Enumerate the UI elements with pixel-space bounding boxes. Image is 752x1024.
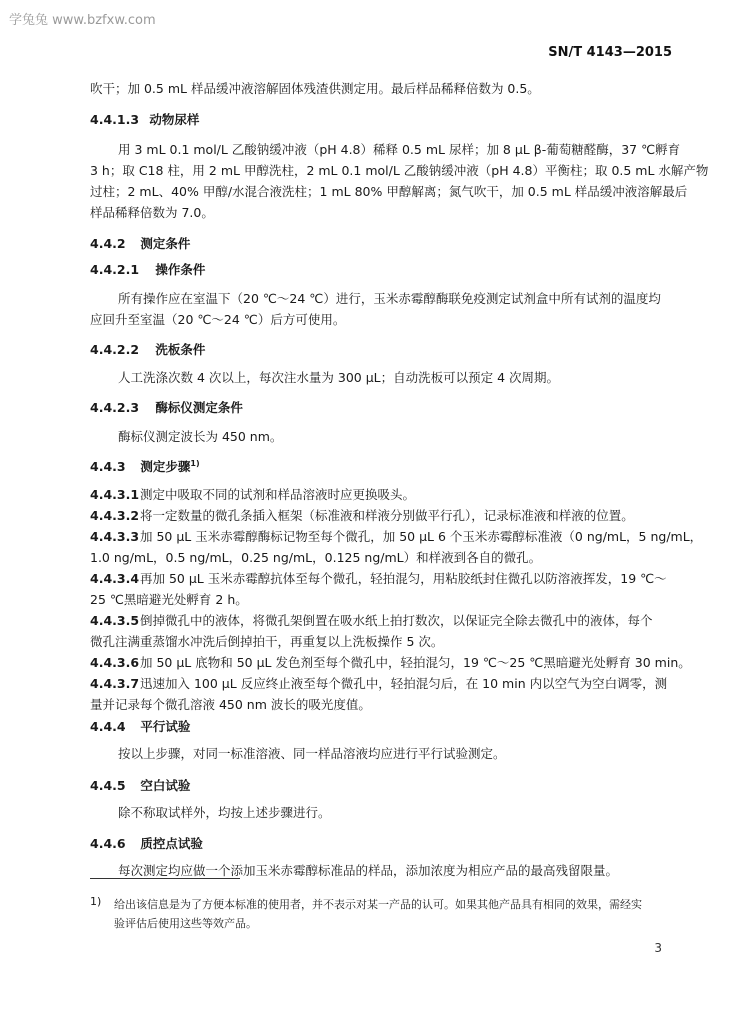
paragraph-line: 样品稀释倍数为 7.0。 — [90, 205, 214, 220]
heading-4423 — [90, 398, 243, 416]
paragraph-line: 按以上步骤，对同一标准溶液、同一样品溶液均应进行平行试验测定。 — [118, 746, 506, 761]
footnote-ref: 1) — [190, 458, 200, 468]
heading-442 — [90, 234, 190, 252]
step-text: 25 ℃黑暗避光处孵育 2 h。 — [90, 592, 248, 607]
step-number: 4.4.3.1 — [90, 487, 140, 502]
paragraph-line: 应回升至室温（20 ℃～24 ℃）后方可使用。 — [90, 312, 346, 327]
section-title: 平行试验 — [140, 719, 191, 734]
footnote-divider — [90, 878, 240, 879]
heading-444 — [90, 717, 190, 735]
heading-4413 — [90, 110, 199, 128]
step-number: 4.4.3.7 — [90, 676, 140, 691]
step-text: 加 50 μL 玉米赤霉醇酶标记物至每个微孔，加 50 μL 6 个玉米赤霉醇标准液（0 ng/mL，5 ng/mL， — [140, 529, 703, 544]
paragraph-line: 每次测定均应做一个添加玉米赤霉醇标准品的样品，添加浓度为相应产品的最高残留限量。 — [118, 863, 619, 878]
section-title: 洗板条件 — [155, 342, 206, 357]
section-number: 4.4.2.3 — [90, 400, 140, 415]
section-number: 4.4.2 — [90, 236, 126, 251]
step-4434 — [90, 568, 678, 610]
step-text: 测定中吸取不同的试剂和样品溶液时应更换吸头。 — [140, 487, 416, 502]
step-text: 将一定数量的微孔条插入框架（标准液和样液分别做平行孔），记录标准液和样液的位置。 — [140, 508, 634, 523]
heading-4421 — [90, 260, 205, 278]
page-number: 3 — [654, 941, 662, 955]
step-text: 量并记录每个微孔溶液 450 nm 波长的吸光度值。 — [90, 697, 371, 712]
section-number: 4.4.6 — [90, 836, 126, 851]
section-number: 4.4.1.3 — [90, 112, 140, 127]
section-number: 4.4.3 — [90, 459, 126, 474]
paragraph-line: 过柱；2 mL、40% 甲醇/水混合液洗柱；1 mL 80% 甲醇解离；氮气吹干，加 0.5 mL 样品缓冲液溶解最后 — [90, 184, 688, 199]
step-4435 — [90, 610, 678, 652]
step-4437 — [90, 673, 678, 715]
standard-number: SN/T 4143—2015 — [548, 45, 672, 60]
paragraph-line: 酶标仪测定波长为 450 nm。 — [118, 429, 283, 444]
paragraph-line: 人工洗涤次数 4 次以上，每次注水量为 300 μL；自动洗板可以预定 4 次周期。 — [118, 370, 560, 385]
step-text: 再加 50 μL 玉米赤霉醇抗体至每个微孔，轻拍混匀，用粘胶纸封住微孔以防溶液挥发，19 ℃～ — [140, 571, 667, 586]
section-title: 动物尿样 — [149, 112, 200, 127]
paragraph-line: 3 h；取 C18 柱，用 2 mL 甲醇洗柱，2 mL 0.1 mol/L 乙酸钠缓冲液（pH 4.8）平衡柱；取 0.5 mL 水解产物 — [90, 163, 709, 178]
section-title: 质控点试验 — [140, 836, 203, 851]
paragraph-line: 所有操作应在室温下（20 ℃～24 ℃）进行，玉米赤霉醇酶联免疫测定试剂盒中所有试剂的温度均 — [118, 291, 661, 306]
section-number: 4.4.2.1 — [90, 262, 140, 277]
paragraph-line: 用 3 mL 0.1 mol/L 乙酸钠缓冲液（pH 4.8）稀释 0.5 mL 尿样；加 8 μL β-葡萄糖醛酶，37 ℃孵育 — [118, 142, 681, 157]
step-number: 4.4.3.2 — [90, 508, 140, 523]
step-text: 微孔注满重蒸馏水冲洗后倒掉拍干，再重复以上洗板操作 5 次。 — [90, 634, 444, 649]
section-title: 空白试验 — [140, 778, 191, 793]
step-text: 倒掉微孔中的液体，将微孔架倒置在吸水纸上拍打数次，以保证完全除去微孔中的液体，每个 — [140, 613, 653, 628]
section-title: 操作条件 — [155, 262, 206, 277]
footnote-line: 给出该信息是为了方便本标准的使用者，并不表示对某一产品的认可。如果其他产品具有相同的效果，需经实 — [114, 898, 642, 911]
section-number: 4.4.4 — [90, 719, 126, 734]
step-text: 1.0 ng/mL，0.5 ng/mL，0.25 ng/mL，0.125 ng/mL）和样液到各自的微孔。 — [90, 550, 542, 565]
footnote-line: 验评估后使用这些等效产品。 — [114, 917, 257, 930]
step-text: 迅速加入 100 μL 反应终止液至每个微孔中，轻拍混匀后，在 10 min 内以空气为空白调零，测 — [140, 676, 668, 691]
heading-443 — [90, 457, 200, 475]
heading-446 — [90, 834, 203, 852]
footnote-mark: 1) — [90, 895, 102, 908]
paragraph-line: 吹干；加 0.5 mL 样品缓冲液溶解固体残渣供测定用。最后样品稀释倍数为 0.5。 — [90, 81, 540, 96]
step-4432 — [90, 505, 678, 526]
step-number: 4.4.3.4 — [90, 571, 140, 586]
section-title: 测定条件 — [140, 236, 191, 251]
heading-445 — [90, 776, 190, 794]
step-number: 4.4.3.5 — [90, 613, 140, 628]
step-number: 4.4.3.3 — [90, 529, 140, 544]
step-number: 4.4.3.6 — [90, 655, 140, 670]
step-text: 加 50 μL 底物和 50 μL 发色剂至每个微孔中，轻拍混匀，19 ℃～25 ℃黑暗避光处孵育 30 min。 — [140, 655, 691, 670]
step-4436 — [90, 652, 691, 673]
step-4433 — [90, 526, 703, 568]
section-title: 测定步骤 — [140, 459, 191, 474]
watermark: 学兔兔 www.bzfxw.com — [9, 13, 156, 28]
step-4431 — [90, 484, 678, 505]
heading-4422 — [90, 340, 205, 358]
section-number: 4.4.2.2 — [90, 342, 140, 357]
paragraph-line: 除不称取试样外，均按上述步骤进行。 — [118, 805, 331, 820]
section-number: 4.4.5 — [90, 778, 126, 793]
section-title: 酶标仪测定条件 — [155, 400, 243, 415]
